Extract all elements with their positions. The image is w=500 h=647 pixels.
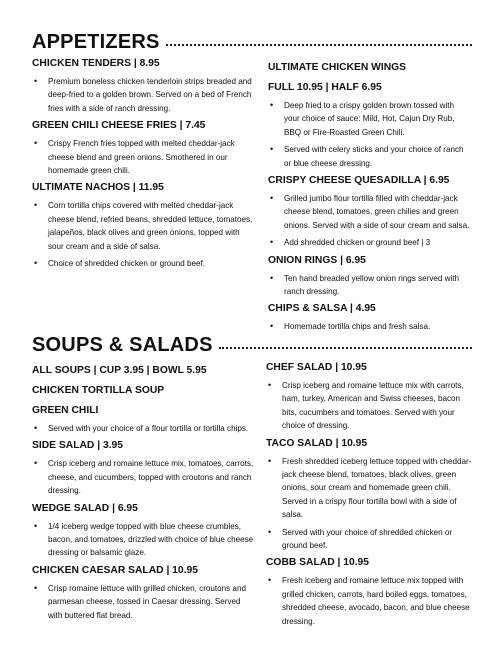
soups-salads-right-column <box>266 361 472 632</box>
menu-item-description: • Choice of shredded chicken or ground beef. <box>32 257 254 270</box>
menu-item-description-list <box>32 137 254 177</box>
menu-item-description: • Deep fried to a crispy golden brown tossed with your choice of sauce: Mild, Hot, Cajun Dry Rub, BBQ or Fire-Roasted Green Chili. <box>268 99 472 139</box>
menu-item-description: • Grilled jumbo flour tortilla filled with cheddar-jack cheese blend, tomatoes, green chilies and green onions. Served with a side of sour cream and salsa. <box>268 192 472 232</box>
menu-item-title: CHEF SALAD | 10.95 <box>266 362 367 373</box>
menu-item-title: CHICKEN TENDERS | 8.95 <box>32 58 160 69</box>
appetizers-title: APPETIZERS <box>32 31 160 53</box>
menu-item-description-list <box>268 192 472 250</box>
soups-salads-section <box>32 331 472 355</box>
menu-item-description-list <box>266 455 472 553</box>
menu-item-title: CHIPS & SALSA | 4.95 <box>268 303 376 315</box>
menu-item-description-list <box>32 422 254 435</box>
menu-item-description-list <box>32 75 254 115</box>
menu-item-description: • Add shredded chicken or ground beef | 3 <box>268 236 472 249</box>
menu-item-description: • Served with your choice of shredded chicken or ground beef. <box>266 526 472 553</box>
menu-item-description: • Ten hand breaded yellow onion rings served with ranch dressing. <box>268 272 472 299</box>
menu-item-description-list <box>266 379 472 433</box>
appetizers-left-column <box>32 57 254 274</box>
menu-item-description-list <box>32 457 254 497</box>
menu-item-green-chili-cheese-fries <box>32 119 254 177</box>
menu-item-description: • Crisp iceberg and romaine lettuce mix, tomatoes, carrots, cheese, and cucumbers, topped with croutons and ranch dressing. <box>32 457 254 497</box>
menu-item-description: • Crisp romaine lettuce with grilled chicken, croutons and parmesan cheese, tossed in Caesar dressing. Served with buttered flat bread. <box>32 582 254 622</box>
menu-item-title: ULTIMATE CHICKEN WINGS <box>268 62 407 73</box>
menu-item-description: • Fresh shredded iceberg lettuce topped with cheddar-jack cheese blend, tomatoes, black olives, green onions, sour cream and homemade green chili. Served in a crispy flour tortilla bowl with a side of salsa. <box>266 455 472 522</box>
menu-item-ultimate-nachos <box>32 181 254 270</box>
appetizers-section <box>32 28 472 52</box>
soups-salads-left-column <box>32 364 254 626</box>
menu-item-full-10-95 <box>268 81 472 170</box>
menu-item-description-list <box>32 520 254 560</box>
menu-item-title: CHICKEN TORTILLA SOUP <box>32 385 165 396</box>
menu-item-side-salad <box>32 439 254 497</box>
menu-item-title: ONION RINGS | 6.95 <box>268 254 366 266</box>
menu-item-description: • Served with your choice of a flour tortilla or tortilla chips. <box>32 422 254 435</box>
menu-item-chips-salsa <box>268 302 472 333</box>
appetizers-header <box>32 28 472 52</box>
menu-item-title: ULTIMATE NACHOS | 11.95 <box>32 182 164 194</box>
menu-item-wedge-salad <box>32 502 254 560</box>
menu-item-title: COBB SALAD | 10.95 <box>266 557 370 569</box>
menu-item-title: GREEN CHILI CHEESE FRIES | 7.45 <box>32 120 206 132</box>
menu-item-title: GREEN CHILI <box>32 405 99 416</box>
soups-salads-header <box>32 331 472 355</box>
menu-item-title: FULL 10.95 | HALF 6.95 <box>268 82 382 93</box>
menu-item-description: • Served with celery sticks and your choice of ranch or blue cheese dressing. <box>268 143 472 170</box>
menu-item-title: ALL SOUPS | CUP 3.95 | BOWL 5.95 <box>32 365 207 376</box>
menu-item-chef-salad <box>266 361 472 433</box>
menu-item-green-chili <box>32 404 254 435</box>
menu-item-chicken-tenders <box>32 57 254 115</box>
menu-item-description-list <box>32 582 254 622</box>
menu-item-chicken-tortilla-soup <box>32 384 254 397</box>
menu-item-title: CRISPY CHEESE QUESADILLA | 6.95 <box>268 175 450 187</box>
menu-item-description: • Premium boneless chicken tenderloin strips breaded and deep-fried to a golden brown. Served on a bed of French fries with a side of ranch dressing. <box>32 75 254 115</box>
menu-item-ultimate-chicken-wings <box>268 61 472 74</box>
menu-item-all-soups <box>32 364 254 377</box>
appetizers-right-column <box>268 61 472 338</box>
menu-item-onion-rings <box>268 254 472 299</box>
menu-item-description: • Corn tortilla chips covered with melted cheddar-jack cheese blend, refried beans, shredded lettuce, tomatoes, jalapeños, black olives and green onions, topped with sour cream and a side of salsa. <box>32 199 254 253</box>
soups-salads-title: SOUPS & SALADS <box>32 334 213 356</box>
menu-item-crispy-cheese-quesadilla <box>268 174 472 250</box>
menu-item-description: • Homemade tortilla chips and fresh salsa. <box>268 320 472 333</box>
menu-item-description: • Crispy French fries topped with melted cheddar-jack cheese blend and green onions. Smothered in our homemade green chili. <box>32 137 254 177</box>
menu-item-cobb-salad <box>266 556 472 628</box>
menu-item-description-list <box>266 574 472 628</box>
menu-item-title: SIDE SALAD | 3.95 <box>32 440 124 452</box>
menu-item-title: WEDGE SALAD | 6.95 <box>32 502 138 514</box>
menu-item-taco-salad <box>266 437 472 553</box>
menu-item-description-list <box>268 99 472 170</box>
menu-item-description: • 1/4 iceberg wedge topped with blue cheese crumbles, bacon, and tomatoes, drizzled with choice of blue cheese dressing or balsamic glaze. <box>32 520 254 560</box>
menu-item-description-list <box>268 272 472 299</box>
menu-item-title: CHICKEN CAESAR SALAD | 10.95 <box>32 564 198 576</box>
menu-item-description-list <box>32 199 254 270</box>
menu-item-description: • Fresh iceberg and romaine lettuce mix topped with grilled chicken, carrots, hard boiled eggs, tomatoes, shredded cheese, avocado, bacon, and blue cheese dressing. <box>266 574 472 628</box>
menu-item-description: • Crisp iceberg and romaine lettuce mix with carrots, ham, turkey, American and Swiss cheeses, bacon bits, cucumbers and tomatoes. Served with your choice of dressing. <box>266 379 472 433</box>
dotted-divider <box>166 44 472 46</box>
menu-item-chicken-caesar-salad <box>32 564 254 622</box>
menu-item-title: TACO SALAD | 10.95 <box>266 437 368 449</box>
dotted-divider <box>219 347 472 349</box>
